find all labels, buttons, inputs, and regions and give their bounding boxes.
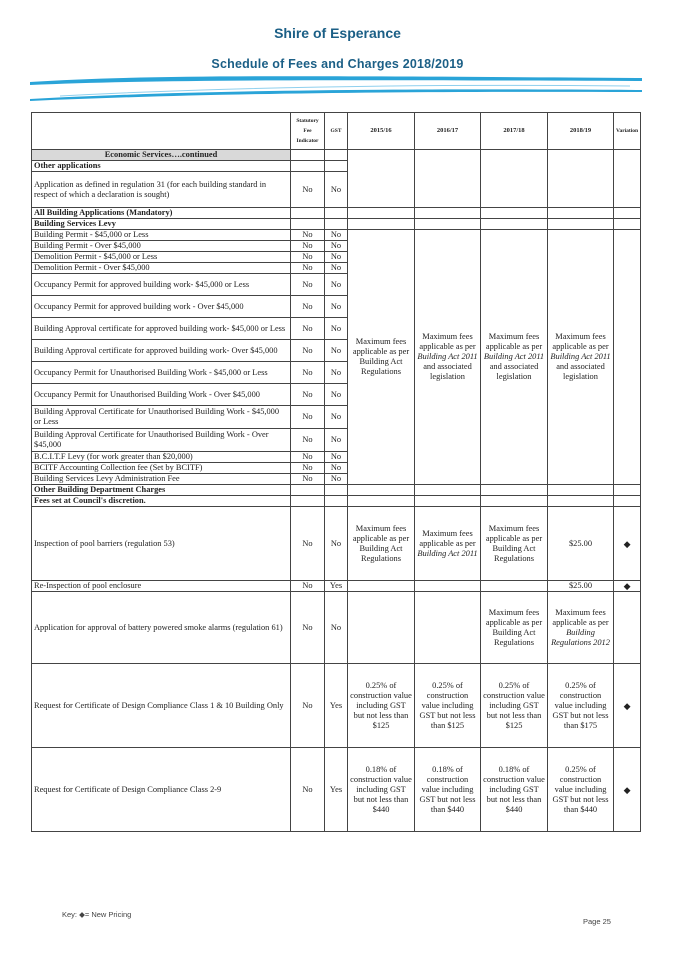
statutory-value: No xyxy=(291,452,325,463)
row-label: Application as defined in regulation 31 (for each building standard in respect of which a declaration is sought) xyxy=(32,172,291,208)
table-row xyxy=(32,664,641,748)
levy-fee-suffix: and associated legislation xyxy=(556,362,605,381)
gst-value: Yes xyxy=(325,581,348,592)
page-number: Page 25 xyxy=(583,917,611,926)
fee-2017-18: Maximum fees applicable as per Building Act Regulations xyxy=(481,592,548,664)
statutory-value: No xyxy=(291,664,325,748)
fee-2018-19: 0.25% of construction value including GST but not less than $175 xyxy=(548,664,614,748)
gst-value: No xyxy=(325,241,348,252)
table-row xyxy=(32,748,641,832)
levy-fee-act: Building Act 2011 xyxy=(483,352,545,361)
gst-value: No xyxy=(325,406,348,429)
statutory-value: No xyxy=(291,340,325,362)
row-label: Building Approval certificate for approved building work- $45,000 or Less xyxy=(32,318,291,340)
statutory-value: No xyxy=(291,230,325,241)
row-label: Application for approval of battery powered smoke alarms (regulation 61) xyxy=(32,592,291,664)
levy-fee-2016-17 xyxy=(415,230,481,485)
statutory-value: No xyxy=(291,274,325,296)
levy-fee-suffix: and associated legislation xyxy=(489,362,539,381)
document-subtitle: Schedule of Fees and Charges 2018/2019 xyxy=(211,57,464,71)
row-label: Request for Certificate of Design Compliance Class 2-9 xyxy=(32,748,291,832)
fee-2017-18: 0.25% of construction value including GST but not less than $125 xyxy=(481,664,548,748)
statutory-value: No xyxy=(291,263,325,274)
row-label: Occupancy Permit for Unauthorised Building Work - $45,000 or Less xyxy=(32,362,291,384)
levy-fee-act: Building Act 2011 xyxy=(417,352,478,361)
new-pricing-diamond-icon: ◆ xyxy=(614,581,641,592)
fee-2015-16: 0.25% of construction value including GST but not less than $125 xyxy=(348,664,415,748)
gst-value: No xyxy=(325,429,348,452)
row-label: Occupancy Permit for approved building work- $45,000 or Less xyxy=(32,274,291,296)
table-row xyxy=(32,507,641,581)
gst-value: No xyxy=(325,296,348,318)
fee-2015-16: 0.18% of construction value including GST but not less than $440 xyxy=(348,748,415,832)
col-2018-19: 2018/19 xyxy=(548,113,614,150)
row-label: Re-Inspection of pool enclosure xyxy=(32,581,291,592)
column-header-row xyxy=(32,113,641,150)
fee-2018-19: 0.25% of construction value including GST but not less than $440 xyxy=(548,748,614,832)
col-gst: GST xyxy=(325,113,348,150)
statutory-value: No xyxy=(291,429,325,452)
gst-value: Yes xyxy=(325,748,348,832)
gst-value: No xyxy=(325,230,348,241)
statutory-value: No xyxy=(291,241,325,252)
section-all-building-applications: All Building Applications (Mandatory) xyxy=(32,208,291,219)
row-label: Occupancy Permit for Unauthorised Building Work - Over $45,000 xyxy=(32,384,291,406)
fee-2016-17: 0.18% of construction value including GST but not less than $440 xyxy=(415,748,481,832)
footer-key: Key: ◆= New Pricing xyxy=(62,910,132,919)
gst-value: No xyxy=(325,172,348,208)
row-label: Building Approval Certificate for Unauthorised Building Work - $45,000 or Less xyxy=(32,406,291,429)
gst-value: No xyxy=(325,263,348,274)
statutory-value: No xyxy=(291,406,325,429)
fee-2016-17: 0.25% of construction value including GST but not less than $125 xyxy=(415,664,481,748)
gst-value: No xyxy=(325,474,348,485)
row-label: Building Approval Certificate for Unauthorised Building Work - Over $45,000 xyxy=(32,429,291,452)
table-row xyxy=(32,230,641,241)
fee-2018-19 xyxy=(548,592,614,664)
fee-prefix: Maximum fees applicable as per xyxy=(419,528,476,548)
gst-value: No xyxy=(325,252,348,263)
levy-variation-blank xyxy=(614,230,641,485)
statutory-value: No xyxy=(291,318,325,340)
statutory-value: No xyxy=(291,592,325,664)
fee-2018-19: $25.00 xyxy=(548,507,614,581)
levy-fee-prefix: Maximum fees applicable as per xyxy=(552,332,609,351)
gst-value: No xyxy=(325,340,348,362)
row-label: Demolition Permit - Over $45,000 xyxy=(32,263,291,274)
gst-value: No xyxy=(325,592,348,664)
levy-fee-act: Building Act 2011 xyxy=(550,352,611,361)
gst-value: No xyxy=(325,274,348,296)
statutory-value: No xyxy=(291,252,325,263)
row-label: Occupancy Permit for approved building work - Over $45,000 xyxy=(32,296,291,318)
gst-value: No xyxy=(325,507,348,581)
document-title: Shire of Esperance xyxy=(274,25,401,41)
statutory-value: No xyxy=(291,507,325,581)
new-pricing-diamond-icon: ◆ xyxy=(614,664,641,748)
fee-2015-16: Maximum fees applicable as per Building Act Regulations xyxy=(348,507,415,581)
statutory-value: No xyxy=(291,362,325,384)
gst-value: No xyxy=(325,384,348,406)
row-label: Request for Certificate of Design Compliance Class 1 & 10 Building Only xyxy=(32,664,291,748)
levy-fee-2015-16: Maximum fees applicable as per Building Act Regulations xyxy=(348,230,415,485)
fee-2017-18: Maximum fees applicable as per Building Act Regulations xyxy=(481,507,548,581)
row-label: Building Permit - Over $45,000 xyxy=(32,241,291,252)
row-label: Building Permit - $45,000 or Less xyxy=(32,230,291,241)
gst-value: No xyxy=(325,452,348,463)
section-council-discretion: Fees set at Council's discretion. xyxy=(32,496,291,507)
levy-fee-2018-19 xyxy=(548,230,614,485)
levy-fee-2017-18 xyxy=(481,230,548,485)
levy-fee-suffix: and associated legislation xyxy=(423,362,472,381)
col-2017-18: 2017/18 xyxy=(481,113,548,150)
statutory-value: No xyxy=(291,296,325,318)
section-building-services-levy: Building Services Levy xyxy=(32,219,291,230)
section-other-building-charges: Other Building Department Charges xyxy=(32,485,291,496)
statutory-value: No xyxy=(291,172,325,208)
row-label: BCITF Accounting Collection fee (Set by BCITF) xyxy=(32,463,291,474)
col-variation: Variation xyxy=(614,113,641,150)
new-pricing-diamond-icon: ◆ xyxy=(614,748,641,832)
fee-2018-19: $25.00 xyxy=(548,581,614,592)
levy-fee-prefix: Maximum fees applicable as per xyxy=(419,332,476,351)
row-label: Demolition Permit - $45,000 or Less xyxy=(32,252,291,263)
fees-table xyxy=(31,112,641,832)
fee-act: Building Regulations 2012 xyxy=(551,627,610,647)
statutory-value: No xyxy=(291,748,325,832)
new-pricing-diamond-icon: ◆ xyxy=(614,507,641,581)
row-label: Inspection of pool barriers (regulation 53) xyxy=(32,507,291,581)
col-2016-17: 2016/17 xyxy=(415,113,481,150)
gst-value: No xyxy=(325,362,348,384)
table-row xyxy=(32,581,641,592)
levy-fee-prefix: Maximum fees applicable as per xyxy=(485,332,543,351)
gst-value: Yes xyxy=(325,664,348,748)
header-swoosh-graphic xyxy=(30,72,642,108)
col-statutory: Statutory Fee Indicator xyxy=(291,113,325,150)
fee-prefix: Maximum fees applicable as per xyxy=(552,607,609,627)
statutory-value: No xyxy=(291,474,325,485)
statutory-value: No xyxy=(291,384,325,406)
gst-value: No xyxy=(325,463,348,474)
row-label: Building Approval certificate for approved building work- Over $45,000 xyxy=(32,340,291,362)
fee-2016-17 xyxy=(415,507,481,581)
section-other-applications: Other applications xyxy=(32,161,291,172)
fee-act: Building Act 2011 xyxy=(417,548,478,558)
row-label: Building Services Levy Administration Fee xyxy=(32,474,291,485)
col-2015-16: 2015/16 xyxy=(348,113,415,150)
fee-2017-18: 0.18% of construction value including GST but not less than $440 xyxy=(481,748,548,832)
statutory-value: No xyxy=(291,581,325,592)
header-blank xyxy=(32,113,291,150)
statutory-value: No xyxy=(291,463,325,474)
gst-value: No xyxy=(325,318,348,340)
row-label: B.C.I.T.F Levy (for work greater than $20,000) xyxy=(32,452,291,463)
table-row xyxy=(32,592,641,664)
section-economic-services: Economic Services….continued xyxy=(32,150,291,161)
